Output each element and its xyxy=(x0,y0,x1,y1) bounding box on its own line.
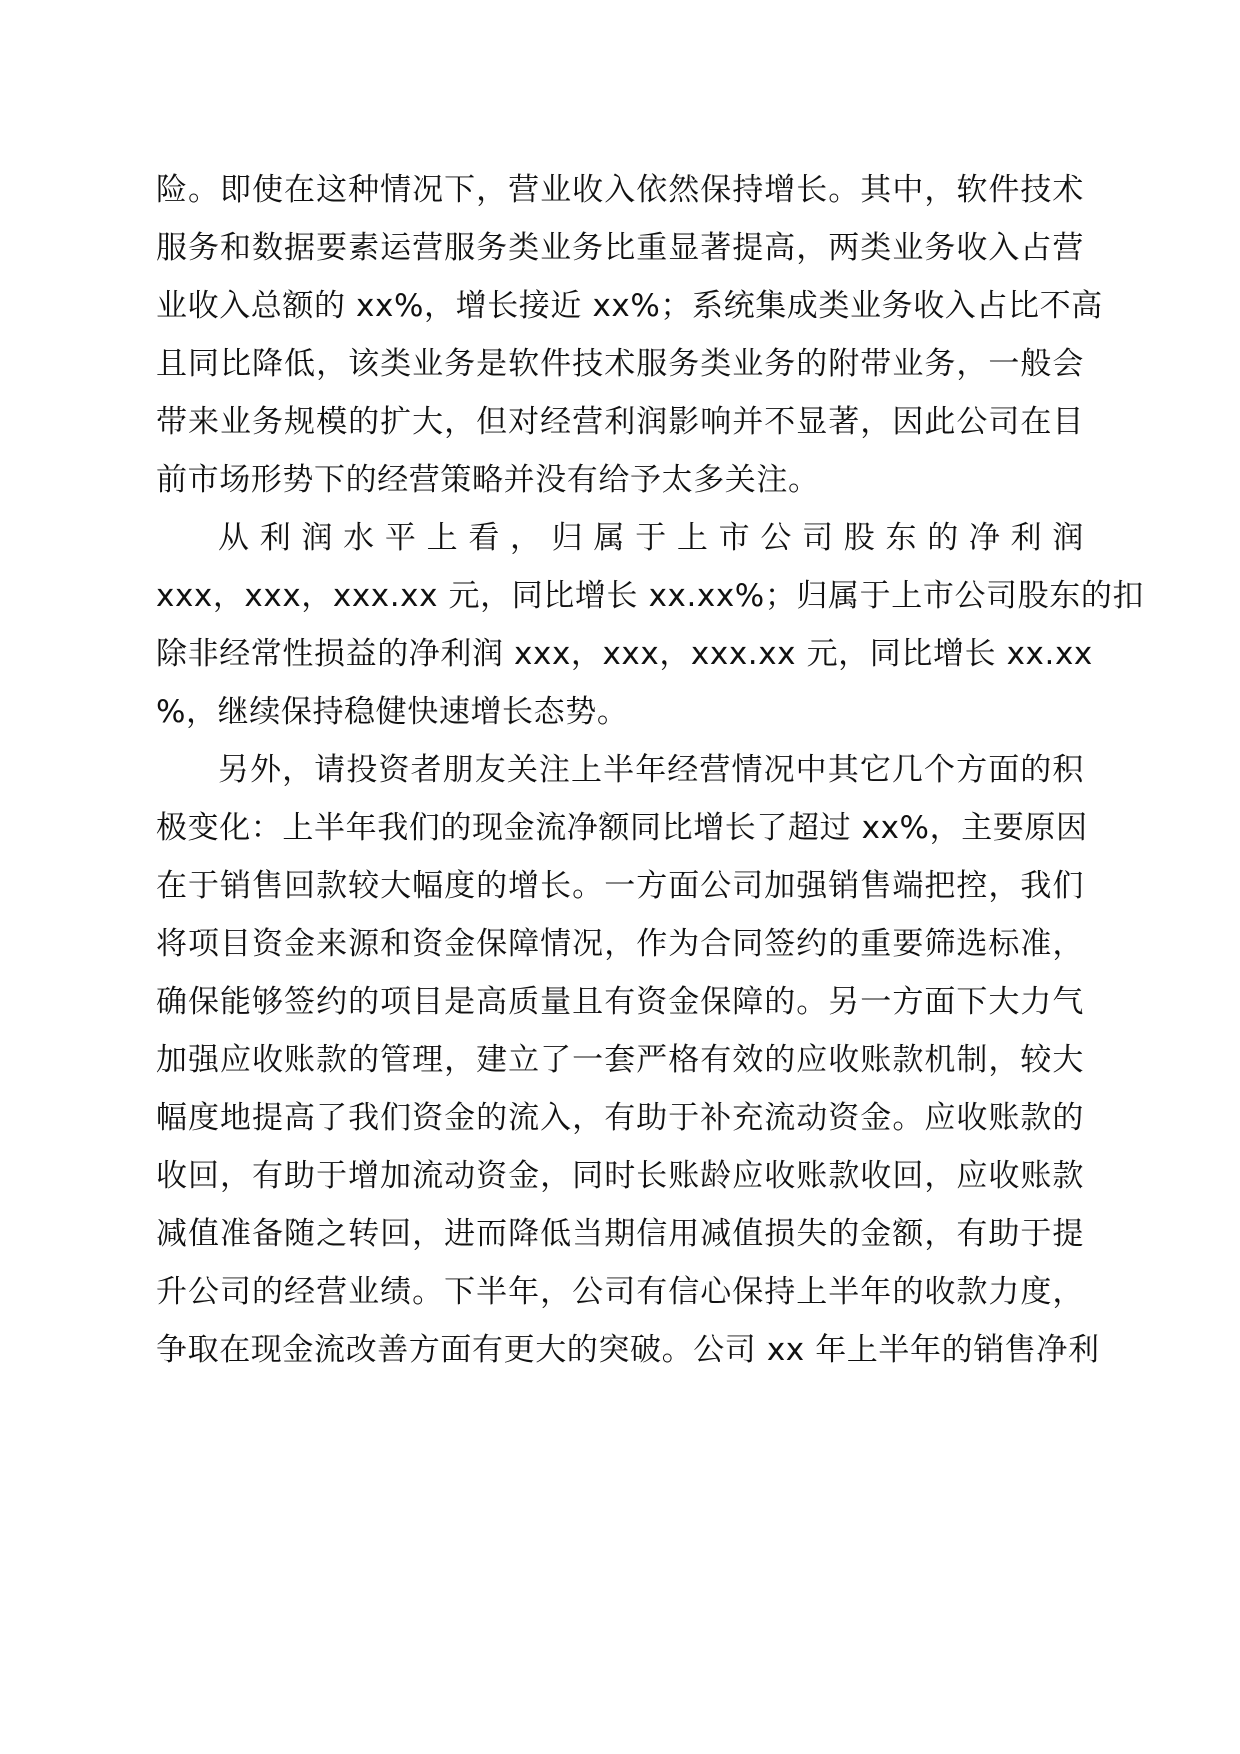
text-line: 在于销售回款较大幅度的增长。一方面公司加强销售端把控，我们 xyxy=(156,868,1084,904)
text-line: 幅度地提高了我们资金的流入，有助于补充流动资金。应收账款的 xyxy=(156,1100,1084,1136)
text-line: 带来业务规模的扩大，但对经营利润影响并不显著，因此公司在目 xyxy=(156,404,1084,440)
text-line: 将项目资金来源和资金保障情况，作为合同签约的重要筛选标准， xyxy=(156,926,1084,962)
text-line: xxx，xxx，xxx.xx 元，同比增长 xx.xx%；归属于上市公司股东的扣 xyxy=(156,578,1145,614)
text-line: 险。即使在这种情况下，营业收入依然保持增长。其中，软件技术 xyxy=(156,172,1084,208)
text-line: 升公司的经营业绩。下半年，公司有信心保持上半年的收款力度， xyxy=(156,1274,1084,1310)
text-line: 极变化：上半年我们的现金流净额同比增长了超过 xx%，主要原因 xyxy=(156,810,1088,846)
text-line: 争取在现金流改善方面有更大的突破。公司 xx 年上半年的销售净利 xyxy=(156,1332,1100,1368)
text-line: 减值准备随之转回，进而降低当期信用减值损失的金额，有助于提 xyxy=(156,1216,1084,1252)
text-line: 业收入总额的 xx%，增长接近 xx%；系统集成类业务收入占比不高 xyxy=(156,288,1103,324)
text-line: 加强应收账款的管理，建立了一套严格有效的应收账款机制，较大 xyxy=(156,1042,1084,1078)
text-line: 收回，有助于增加流动资金，同时长账龄应收账款收回，应收账款 xyxy=(156,1158,1084,1194)
text-line: %，继续保持稳健快速增长态势。 xyxy=(156,694,629,730)
text-line: 服务和数据要素运营服务类业务比重显著提高，两类业务收入占营 xyxy=(156,230,1084,266)
text-line: 且同比降低，该类业务是软件技术服务类业务的附带业务，一般会 xyxy=(156,346,1084,382)
text-line: 从利润水平上看，归属于上市公司股东的净利润 xyxy=(218,520,1084,556)
text-line: 前市场形势下的经营策略并没有给予太多关注。 xyxy=(156,462,820,498)
text-line: 确保能够签约的项目是高质量且有资金保障的。另一方面下大力气 xyxy=(156,984,1084,1020)
text-line: 另外，请投资者朋友关注上半年经营情况中其它几个方面的积 xyxy=(218,752,1084,788)
text-line: 除非经常性损益的净利润 xxx，xxx，xxx.xx 元，同比增长 xx.xx xyxy=(156,636,1093,672)
